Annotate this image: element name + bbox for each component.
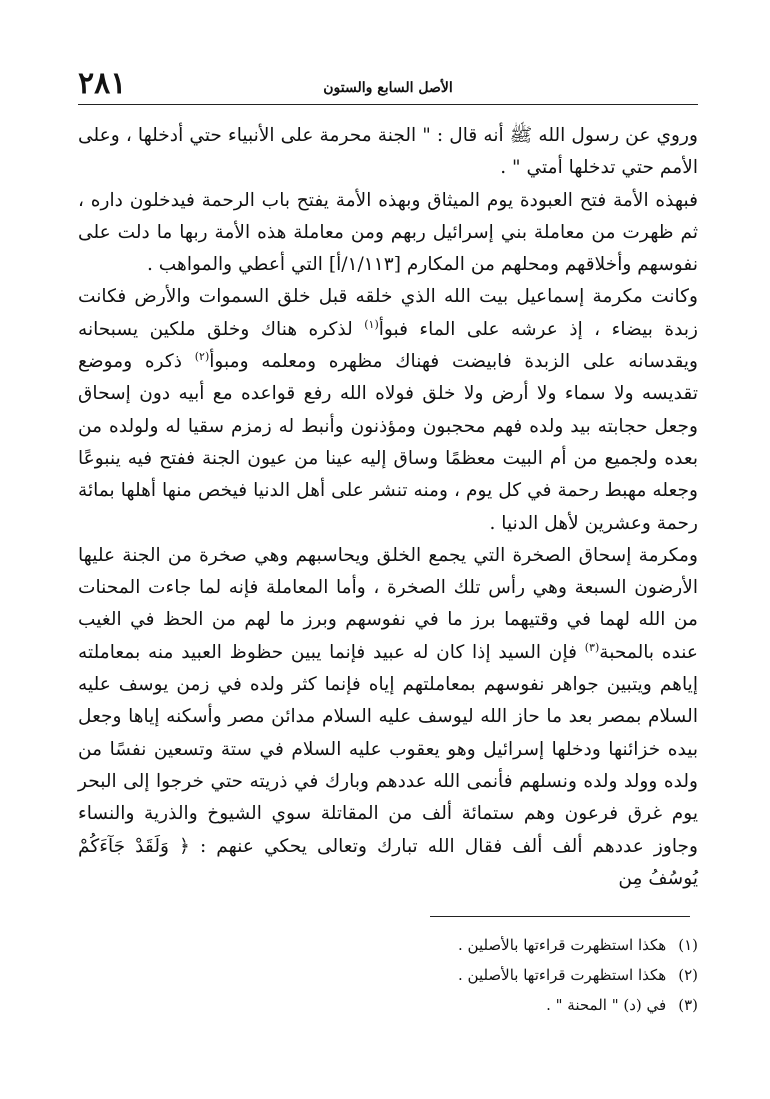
page-header xyxy=(78,64,698,105)
footnote-text: هكذا استظهرت قراءتها بالأصلين . xyxy=(457,936,667,954)
footnote-2 xyxy=(78,960,698,990)
footnote-1 xyxy=(78,930,698,960)
paragraph-4-part-2: فإن السيد إذا كان له عبيد فإنما يبين حظوظ العبيد منه بمعاملته إياهم ويتبين جواهر نفوسهم بمعاملتهم إياه فإنما كثر ولده في زمن يوسف عليه السلام بمصر بعد ما حاز الله ليوسف عليه السلام مدائن مصر وأسكنه إياها وجعل بيده خزائنها ودخلها إسرائيل وهو يعقوب عليه السلام في ستة وتسعين نفسًا من ولده وولد ولده ونسلهم فأنمى الله عددهم وبارك في ذريته حتي خرجوا إلى البحر يوم غرق فرعون وهم ستمائة ألف من المقاتلة سوي الشيوخ والذرية والنساء وجاوز عددهم ألف ألف فقال الله تبارك وتعالى يحكي عنهم : ﴿ وَلَقَدْ جَآءَكُمْ يُوسُفُ مِن xyxy=(78,641,698,889)
footnote-number: (٣) xyxy=(678,996,698,1014)
footnote-number: (٢) xyxy=(678,966,698,984)
running-title: الأصل السابع والستون xyxy=(323,80,453,96)
page-number: ٢٨١ xyxy=(78,66,127,101)
paragraph-3-part-1: وكانت مكرمة إسماعيل بيت الله الذي خلقه قبل خلق السموات والأرض فكانت زبدة بيضاء ، إذ عرشه على الماء فبوأ xyxy=(78,286,698,340)
paragraph-4 xyxy=(78,540,698,895)
footnote-text: في (د) " المحنة " . xyxy=(546,996,667,1014)
footnote-ref-1[interactable]: (١) xyxy=(364,317,379,331)
paragraph-4-part-1: ومكرمة إسحاق الصخرة التي يجمع الخلق ويحاسبهم وهي صخرة من الجنة عليها الأرضون السبعة وهي رأس تلك الصخرة ، وأما المعاملة فإنه لما جاءت المحنات من الله لهما في وقتيهما برز ما في نفوسهم وبرز ما لهم من الحظ في الغيب عنده بالمحبة xyxy=(78,544,698,663)
footnote-number: (١) xyxy=(678,936,698,954)
footnote-ref-2[interactable]: (٢) xyxy=(194,349,210,363)
footnote-text: هكذا استظهرت قراءتها بالأصلين . xyxy=(457,966,667,984)
paragraph-2: فبهذه الأمة فتح العبودة يوم الميثاق وبهذه الأمة يفتح باب الرحمة فيدخلون داره ، ثم ظهرت من معاملة بني إسرائيل ربهم ومن معاملة هذه الأمة ربها ما دلت على نفوسهم وأخلاقهم ومحلهم من المكارم [١/١١٣/أ] التي أعطي والمواهب . xyxy=(78,189,698,276)
footnote-3 xyxy=(78,990,698,1020)
paragraph-1: وروي عن رسول الله ﷺ أنه قال : " الجنة محرمة على الأنبياء حتي أدخلها ، وعلى الأمم حتي تدخلها أمتي " . xyxy=(78,125,698,179)
paragraph-3 xyxy=(78,281,698,539)
footnote-ref-3[interactable]: (٣) xyxy=(584,640,600,654)
main-text xyxy=(78,120,698,895)
footnotes xyxy=(78,930,698,1020)
paragraph-3-part-3: ذكره وموضع تقديسه ولا سماء ولا أرض ولا خلق فولاه الله رفع قواعده مع أبيه دون إسحاق وجعل حجابته بيد ولده فهم محجبون ومؤذنون وأنبط له زمزم سقيا له ولولده من بعده ولجميع من أم البيت معظمًا وساق إليه عينا من عيون الجنة ففتح فيه ينبوعًا وجعله مهبط رحمة في كل يوم ، ومنه تنشر على أهل الدنيا فيخص منها أهلها بمائة رحمة وعشرين لأهل الدنيا . xyxy=(78,351,698,534)
paragraph-3-part-2: لذكره هناك وخلق ملكين يسبحانه ويقدسانه على الزبدة فابيضت فهناك مظهره ومعلمه ومبوأ xyxy=(78,318,698,373)
footnote-divider xyxy=(430,916,690,917)
